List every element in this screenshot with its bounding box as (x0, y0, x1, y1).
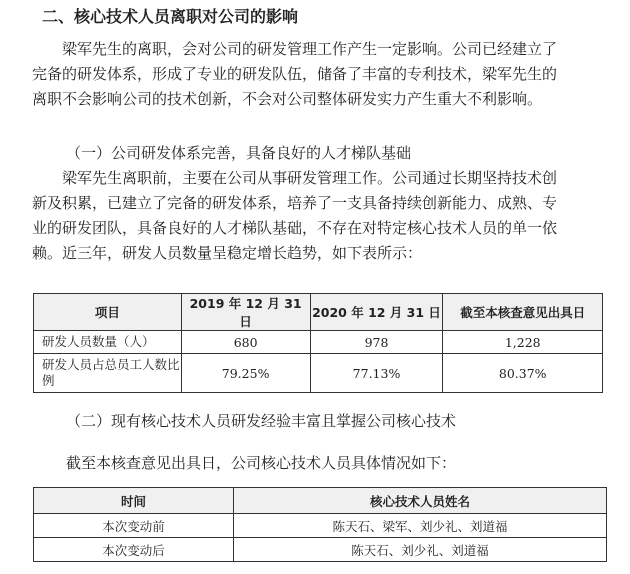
table-cell: 1,228 (443, 331, 603, 354)
table-header-cell: 核心技术人员姓名 (233, 488, 606, 514)
table-cell: 陈天石、梁军、刘少礼、刘道福 (233, 514, 606, 538)
paragraph-line: 梁军先生离职前，主要在公司从事研发管理工作。公司通过长期坚持技术创 (62, 169, 558, 187)
table-row (34, 354, 603, 393)
table-cell: 77.13% (310, 354, 443, 393)
table-cell: 研发人员数量（人） (34, 331, 182, 354)
section-heading: 二、核心技术人员离职对公司的影响 (42, 7, 299, 26)
table-header-row (34, 488, 607, 514)
paragraph-line: 赖。近三年，研发人员数量呈稳定增长趋势，如下表所示： (32, 244, 423, 262)
table-cell: 79.25% (181, 354, 310, 393)
paragraph-line: 梁军先生的离职，会对公司的研发管理工作产生一定影响。公司已经建立了 (62, 40, 558, 58)
table-header-row (34, 294, 603, 331)
table-cell: 80.37% (443, 354, 603, 393)
paragraph-line: 新及积累，已建立了完备的研发体系，培养了一支具备持续创新能力、成熟、专 (32, 194, 558, 212)
table-cell: 978 (310, 331, 443, 354)
table-cell: 680 (181, 331, 310, 354)
table-header-cell: 时间 (34, 488, 234, 514)
paragraph-line: 完备的研发体系，形成了专业的研发队伍，储备了丰富的专利技术，梁军先生的 (32, 65, 558, 83)
paragraph-departure-impact (32, 37, 600, 112)
table-header-cell: 2019 年 12 月 31 日 (181, 294, 310, 331)
table-row (34, 538, 607, 562)
table-cell: 研发人员占总员工人数比例 (34, 354, 182, 393)
table-header-cell: 截至本核查意见出具日 (443, 294, 603, 331)
subsection-heading-1: （一）公司研发体系完善，具备良好的人才梯队基础 (66, 144, 412, 162)
table-row (34, 514, 607, 538)
paragraph-line: 业的研发团队，具备良好的人才梯队基础，不存在对特定核心技术人员的单一依 (32, 219, 558, 237)
table-cell: 本次变动前 (34, 514, 234, 538)
table-header-cell: 项目 (34, 294, 182, 331)
core-staff-table (33, 487, 607, 562)
subsection-heading-2: （二）现有核心技术人员研发经验丰富且掌握公司核心技术 (66, 412, 457, 430)
rd-staff-table (33, 293, 603, 393)
paragraph-rd-system (32, 166, 600, 266)
table-cell: 陈天石、刘少礼、刘道福 (233, 538, 606, 562)
paragraph-core-staff-intro: 截至本核查意见出具日，公司核心技术人员具体情况如下： (66, 454, 457, 472)
table-header-cell: 2020 年 12 月 31 日 (310, 294, 443, 331)
table-row (34, 331, 603, 354)
table-cell: 本次变动后 (34, 538, 234, 562)
paragraph-line: 离职不会影响公司的技术创新，不会对公司整体研发实力产生重大不利影响。 (32, 90, 543, 108)
